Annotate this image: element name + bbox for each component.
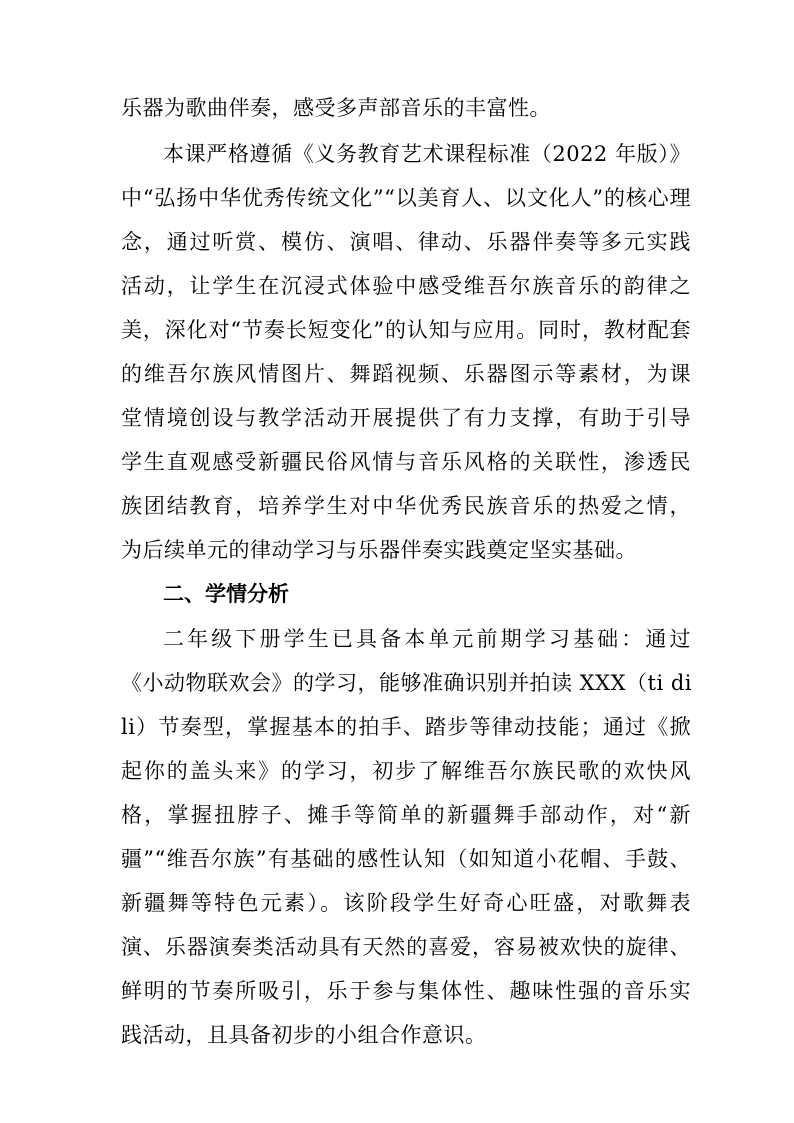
paragraph-line: 本课严格遵循《义务教育艺术课程标准（2022 年版）》 xyxy=(163,142,691,166)
paragraph-line: 《小动物联欢会》的学习，能够准确识别并拍读 XXX（ti di xyxy=(121,671,693,695)
paragraph-line: 中“弘扬中华优秀传统文化”“以美育人、以文化人”的核心理 xyxy=(121,186,691,210)
paragraph-line: 美，深化对“节奏长短变化”的认知与应用。同时，教材配套 xyxy=(121,318,691,342)
paragraph-line: 疆”“维吾尔族”有基础的感性认知（如知道小花帽、手鼓、 xyxy=(121,847,691,871)
paragraph-line: 的维吾尔族风情图片、舞蹈视频、乐器图示等素材，为课 xyxy=(121,362,691,386)
paragraph-line: 起你的盖头来》的学习，初步了解维吾尔族民歌的欢快风 xyxy=(121,759,691,783)
paragraph-line: 为后续单元的律动学习与乐器伴奏实践奠定坚实基础。 xyxy=(121,538,637,562)
paragraph-line: 二年级下册学生已具备本单元前期学习基础：通过 xyxy=(163,627,691,651)
paragraph-line: 学生直观感受新疆民俗风情与音乐风格的关联性，渗透民 xyxy=(121,450,691,474)
paragraph-line: 族团结教育，培养学生对中华优秀民族音乐的热爱之情， xyxy=(121,494,691,518)
paragraph-line: 新疆舞等特色元素）。该阶段学生好奇心旺盛，对歌舞表 xyxy=(121,891,691,915)
paragraph-line: 活动，让学生在沉浸式体验中感受维吾尔族音乐的韵律之 xyxy=(121,274,691,298)
paragraph-line: 堂情境创设与教学活动开展提供了有力支撑，有助于引导 xyxy=(121,406,691,430)
paragraph-line: 鲜明的节奏所吸引，乐于参与集体性、趣味性强的音乐实 xyxy=(121,979,691,1003)
paragraph-line: li）节奏型，掌握基本的拍手、踏步等律动技能；通过《掀 xyxy=(121,715,691,739)
paragraph-line: 格，掌握扭脖子、摊手等简单的新疆舞手部动作，对“新 xyxy=(121,803,691,827)
paragraph-line: 演、乐器演奏类活动具有天然的喜爱，容易被欢快的旋律、 xyxy=(121,935,691,959)
paragraph-line: 念，通过听赏、模仿、演唱、律动、乐器伴奏等多元实践 xyxy=(121,230,691,254)
paragraph-line: 乐器为歌曲伴奏，感受多声部音乐的丰富性。 xyxy=(121,96,551,120)
section-heading: 二、学情分析 xyxy=(163,582,289,606)
paragraph-line: 践活动，且具备初步的小组合作意识。 xyxy=(121,1023,487,1047)
